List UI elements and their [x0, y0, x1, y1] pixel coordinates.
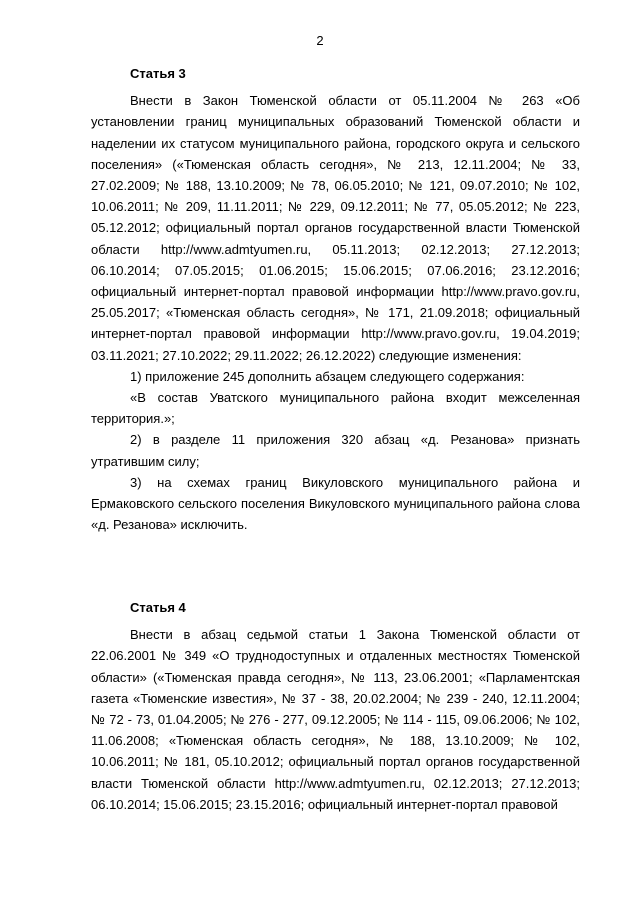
article-3-item-quote: «В состав Уватского муниципального района входит межселенная территория.»; [91, 390, 580, 427]
article-4-intro: Внести в абзац седьмой статьи 1 Закона Тюменской области от 22.06.2001 № 349 «О труднодоступных и отдаленных местностях Тюменской области» («Тюменская правда сегодня», № 113, 23.06.2001; «Парламентская газета «Тюменские известия», № 37 - 38, 20.02.2004; № 239 - 240, 12.11.2004; № 72 - 73, 01.04.2005; № 276 - 277, 09.12.2005; № 114 - 115, 09.06.2006; № 102, 11.06.2008; «Тюменская область сегодня», № 188, 13.10.2009; № 102, 10.06.2011; № 181, 05.10.2012; официальный портал органов государственной власти Тюменской области http://www.admtyumen.ru, 02.12.2013; 27.12.2013; 06.10.2014; 15.06.2015; 23.15.2016; официальный интернет-портал правовой [91, 627, 580, 812]
article-3 [91, 63, 580, 535]
article-3-intro: Внести в Закон Тюменской области от 05.11.2004 № 263 «Об установлении границ муниципальных образований Тюменской области и наделении их статусом муниципального района, городского округа и сельского поселения» («Тюменская область сегодня», № 213, 12.11.2004; № 33, 27.02.2009; № 188, 13.10.2009; № 78, 06.05.2010; № 121, 09.07.2010; № 102, 10.06.2011; № 209, 11.11.2011; № 229, 09.12.2011; № 77, 05.05.2012; № 223, 05.12.2012; официальный портал органов государственной власти Тюменской области http://www.admtyumen.ru, 05.11.2013; 02.12.2013; 27.12.2013; 06.10.2014; 07.05.2015; 01.06.2015; 15.06.2015; 07.06.2016; 23.12.2016; официальный интернет-портал правовой информации http://www.pravo.gov.ru, 25.05.2017; «Тюменская область сегодня», № 171, 21.09.2018; официальный интернет-портал правовой информации http://www.pravo.gov.ru, 19.04.2019; 03.11.2021; 27.10.2022; 29.11.2022; 26.12.2022) следующие изменения: [91, 93, 580, 363]
article-4-heading: Статья 4 [130, 600, 186, 615]
article-3-item-3: 3) на схемах границ Викуловского муниципального района и Ермаковского сельского поселения Викуловского муниципального района слова «д. Резанова» исключить. [91, 474, 580, 533]
article-3-item-1: 1) приложение 245 дополнить абзацем следующего содержания: [130, 368, 525, 384]
page-number: 2 [316, 33, 324, 48]
article-3-heading: Статья 3 [130, 66, 186, 81]
article-3-item-2: 2) в разделе 11 приложения 320 абзац «д. Резанова» признать утратившим силу; [91, 432, 580, 469]
article-4 [91, 597, 580, 815]
